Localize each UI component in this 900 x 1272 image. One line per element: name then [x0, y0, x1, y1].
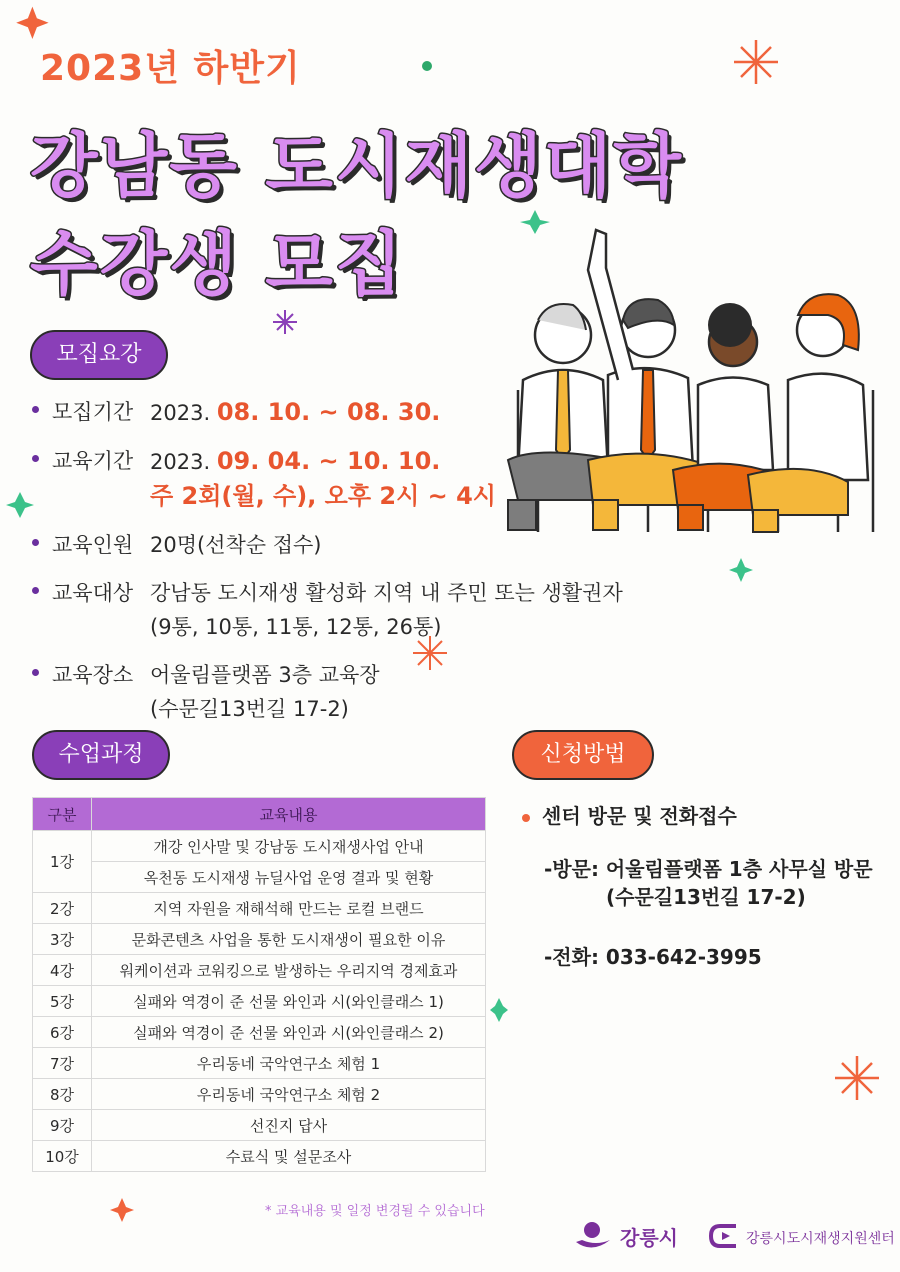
table-header-row [33, 798, 486, 831]
visit-text: 어울림플랫폼 1층 사무실 방문 [605, 857, 873, 881]
bullet-icon [522, 814, 530, 822]
phone-number: 033-642-3995 [605, 945, 762, 969]
lesson-content: 옥천동 도시재생 뉴딜사업 운영 결과 및 현황 [92, 862, 486, 893]
lesson-number: 5강 [33, 986, 92, 1017]
page-title-line1: 강남동 도시재생대학 [30, 125, 683, 207]
lesson-number: 2강 [33, 893, 92, 924]
sparkle-icon [729, 558, 753, 582]
item-label: 교육장소 [52, 663, 134, 687]
column-header: 구분 [33, 798, 92, 831]
lesson-content: 우리동네 국악연구소 체험 1 [92, 1048, 486, 1079]
lesson-number: 4강 [33, 955, 92, 986]
list-item [30, 444, 630, 514]
list-item [30, 658, 630, 726]
table-row [33, 1110, 486, 1141]
lesson-content: 워케이션과 코워킹으로 발생하는 우리지역 경제효과 [92, 955, 486, 986]
table-row [33, 986, 486, 1017]
item-text: 강남동 도시재생 활성화 지역 내 주민 또는 생활권자 [150, 581, 623, 605]
visit-address: (수문길13번길 17-2) [606, 885, 806, 909]
lesson-number: 10강 [33, 1141, 92, 1172]
item-label: 교육대상 [52, 581, 134, 605]
item-label: 모집기간 [52, 400, 134, 424]
lesson-content: 지역 자원을 재해석해 만드는 로컬 브랜드 [92, 893, 486, 924]
lesson-content: 우리동네 국악연구소 체험 2 [92, 1079, 486, 1110]
gangneung-logo-icon [574, 1218, 614, 1254]
lesson-number: 9강 [33, 1110, 92, 1141]
lesson-number: 8강 [33, 1079, 92, 1110]
lesson-number: 7강 [33, 1048, 92, 1079]
table-row [33, 893, 486, 924]
lesson-number: 6강 [33, 1017, 92, 1048]
lesson-content: 실패와 역경이 준 선물 와인과 시(와인클래스 1) [92, 986, 486, 1017]
visit-label: -방문: [544, 857, 599, 881]
item-label: 교육인원 [52, 533, 134, 557]
asterisk-icon [734, 40, 778, 84]
item-highlight: 09. 04. ~ 10. 10. [216, 447, 441, 475]
column-header: 교육내용 [92, 798, 486, 831]
lesson-content: 실패와 역경이 준 선물 와인과 시(와인클래스 2) [92, 1017, 486, 1048]
recruit-list [30, 395, 630, 740]
footer-center-name: 강릉시도시재생지원센터 [746, 1231, 895, 1247]
sparkle-icon [16, 7, 48, 39]
lesson-content: 개강 인사말 및 강남동 도시재생사업 안내 [92, 831, 486, 862]
lesson-number: 1강 [33, 831, 92, 893]
table-row [33, 955, 486, 986]
phone-label: -전화: [544, 945, 599, 969]
item-prefix: 2023. [150, 401, 211, 425]
table-row [33, 862, 486, 893]
table-row [33, 831, 486, 862]
table-row [33, 1048, 486, 1079]
center-logo-icon [708, 1222, 742, 1250]
sparkle-icon [490, 998, 508, 1022]
list-item [30, 395, 630, 430]
apply-headline: 센터 방문 및 전화접수 [542, 804, 737, 828]
item-text: 20명(선착순 접수) [150, 533, 322, 557]
list-item [30, 528, 630, 562]
section-label-apply: 신청방법 [512, 730, 654, 780]
table-row [33, 1079, 486, 1110]
asterisk-icon [273, 310, 297, 334]
table-row [33, 1017, 486, 1048]
table-row [33, 924, 486, 955]
lesson-content: 수료식 및 설문조사 [92, 1141, 486, 1172]
section-label-course: 수업과정 [32, 730, 170, 780]
item-highlight: 08. 10. ~ 08. 30. [216, 398, 441, 426]
item-text2: (9통, 10통, 11통, 12통, 26통) [150, 615, 442, 639]
course-table [32, 797, 486, 1172]
section-label-recruit: 모집요강 [30, 330, 168, 380]
dot-icon [422, 61, 432, 71]
lesson-content: 문화콘텐츠 사업을 통한 도시재생이 필요한 이유 [92, 924, 486, 955]
item-extra: 주 2회(월, 수), 오후 2시 ~ 4시 [150, 482, 496, 510]
table-row [33, 1141, 486, 1172]
footer-org-name: 강릉시 [620, 1226, 678, 1250]
item-text2: (수문길13번길 17-2) [150, 697, 349, 721]
apply-method [522, 800, 873, 970]
item-label: 교육기간 [52, 449, 134, 473]
sparkle-icon [110, 1198, 134, 1222]
page-title-line2: 수강생 모집 [30, 223, 405, 305]
lesson-content: 선진지 답사 [92, 1110, 486, 1141]
list-item [30, 576, 630, 644]
subtitle: 2023년 하반기 [40, 48, 301, 89]
lesson-number: 3강 [33, 924, 92, 955]
item-text: 어울림플랫폼 3층 교육장 [150, 663, 380, 687]
asterisk-icon [835, 1056, 879, 1100]
item-prefix: 2023. [150, 450, 211, 474]
schedule-note: * 교육내용 및 일정 변경될 수 있습니다 [265, 1204, 485, 1219]
